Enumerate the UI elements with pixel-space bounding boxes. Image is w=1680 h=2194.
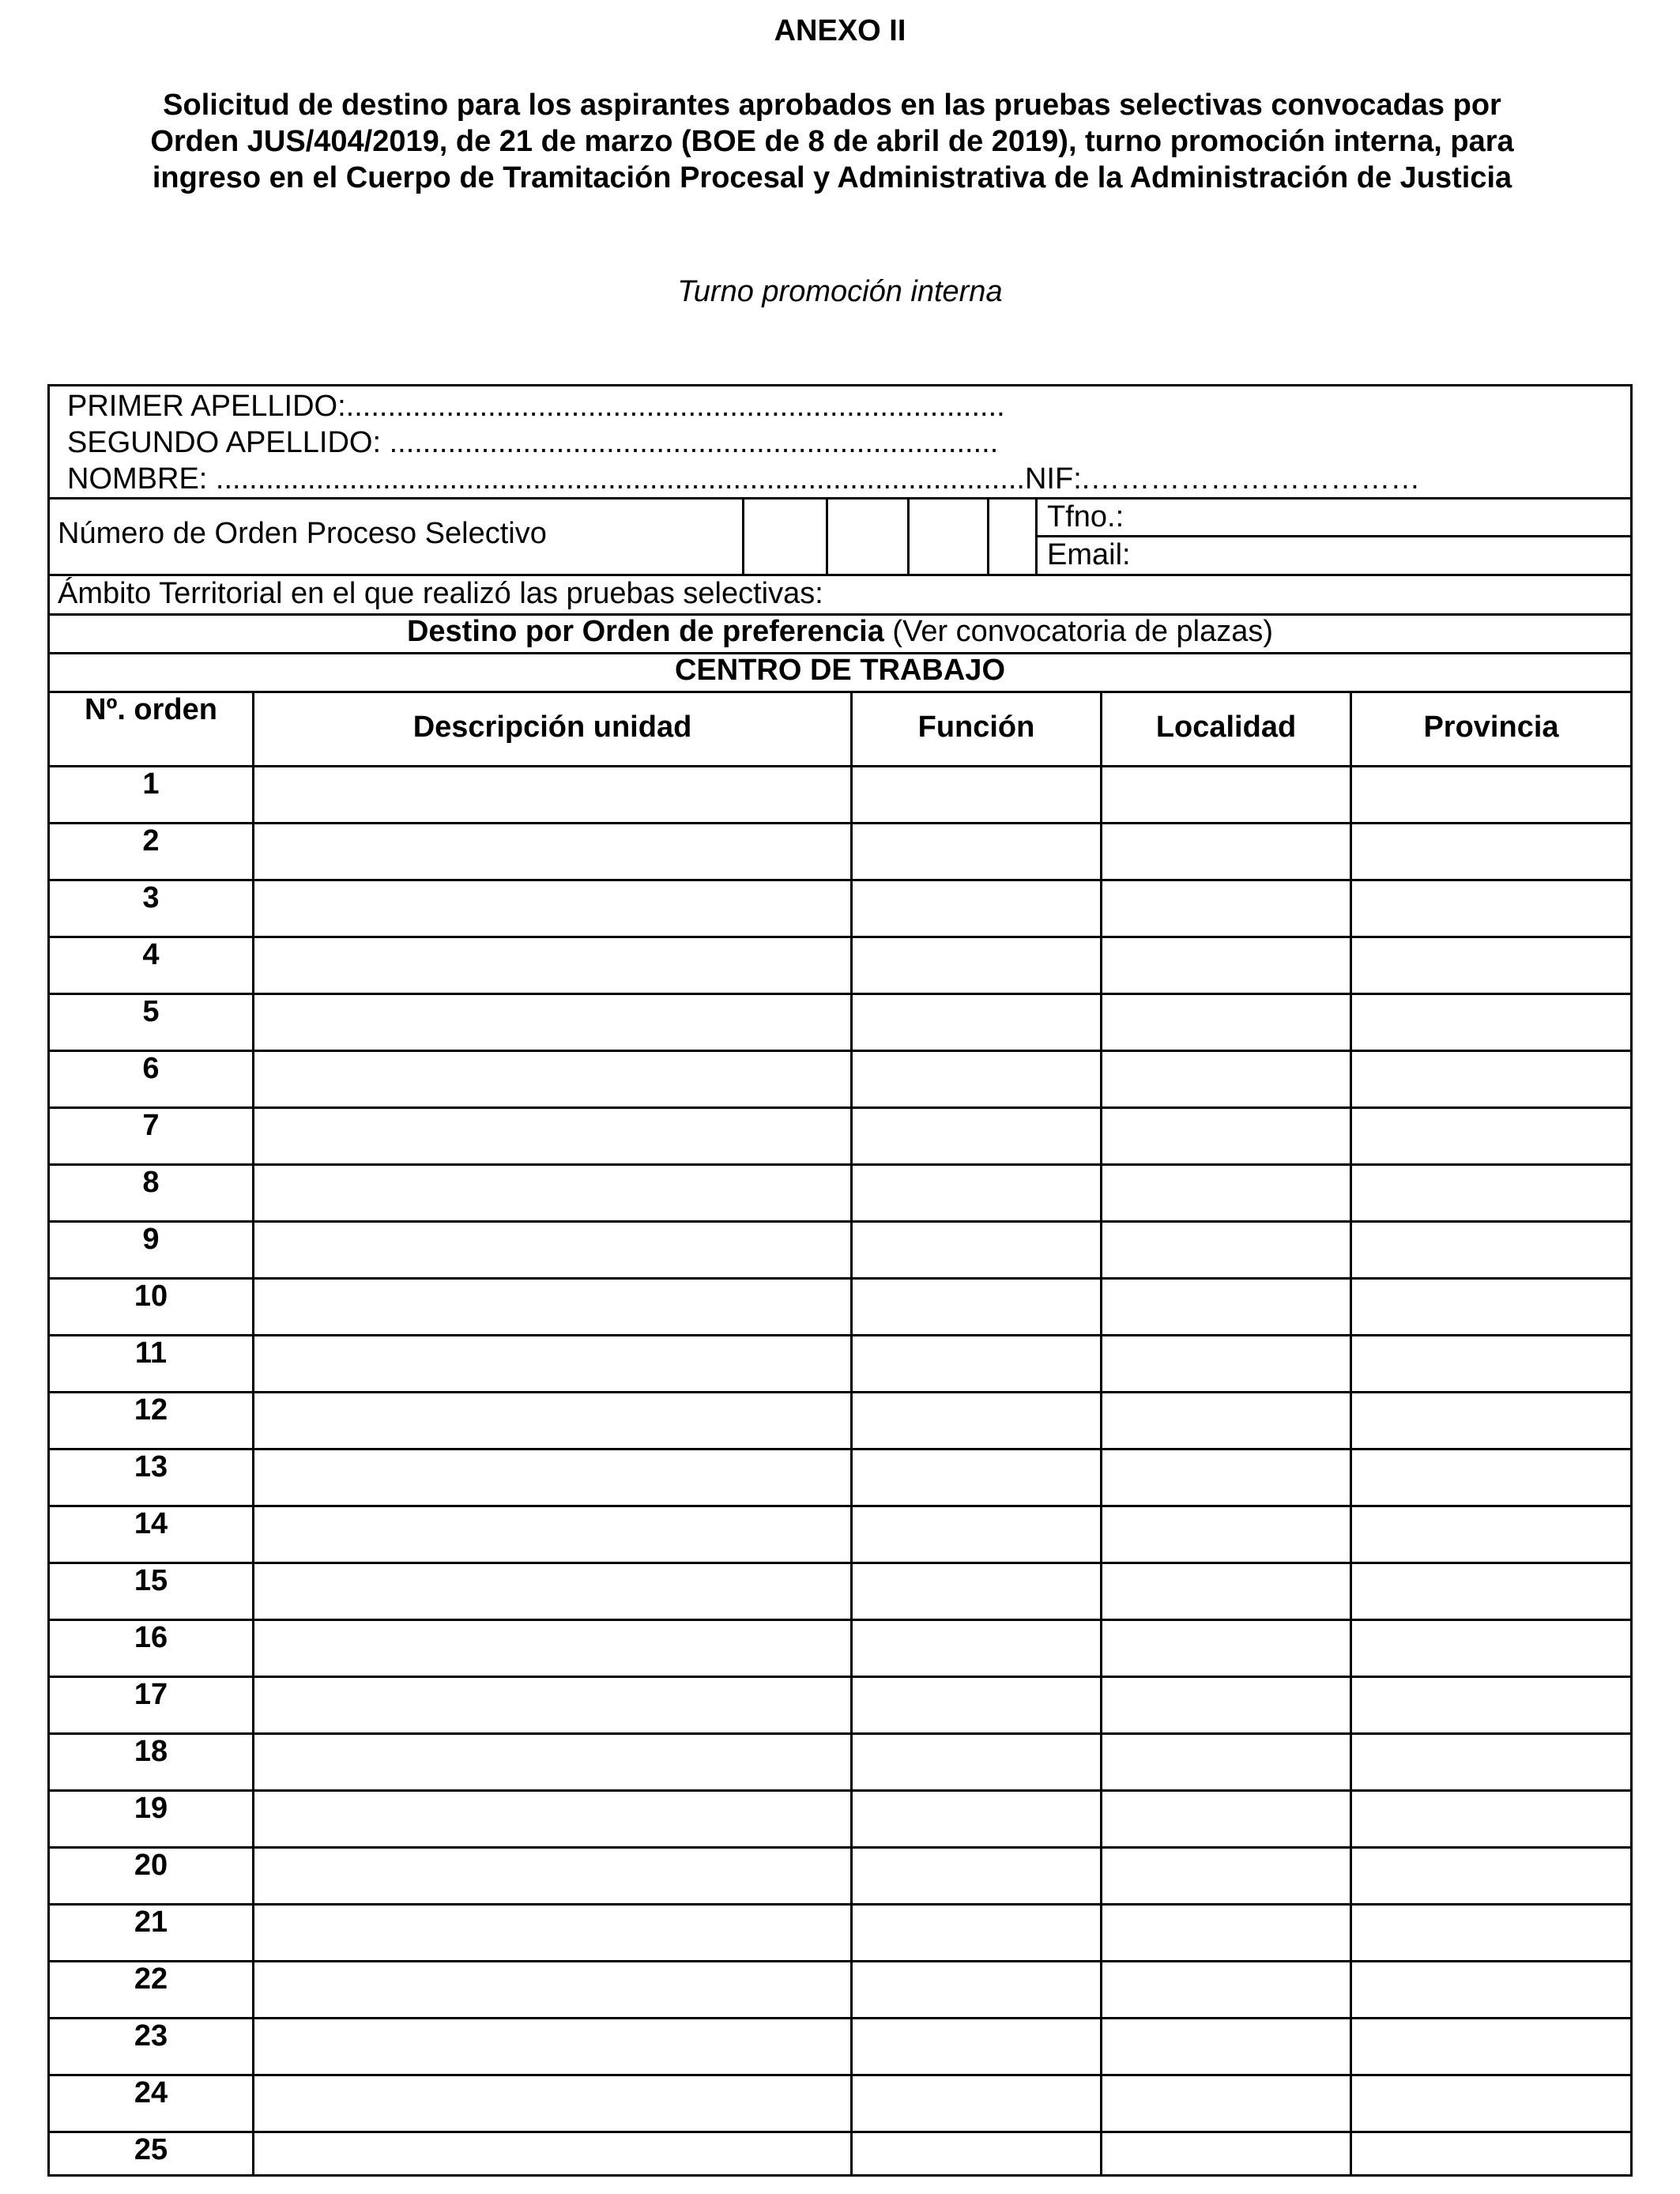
provincia-cell[interactable] xyxy=(1352,1166,1630,1220)
col-header-orden: Nº. orden xyxy=(85,693,217,726)
descripcion-cell[interactable] xyxy=(254,2019,850,2074)
provincia-cell[interactable] xyxy=(1352,1564,1630,1619)
provincia-cell[interactable] xyxy=(1352,1393,1630,1448)
application-form xyxy=(47,384,1633,2177)
table-row xyxy=(50,1678,1630,1735)
funcion-cell[interactable] xyxy=(853,1223,1100,1277)
provincia-cell[interactable] xyxy=(1352,1792,1630,1846)
table-row xyxy=(50,1223,1630,1280)
descripcion-cell[interactable] xyxy=(254,2076,850,2131)
col-header-localidad: Localidad xyxy=(1155,711,1297,744)
funcion-cell[interactable] xyxy=(853,1735,1100,1789)
provincia-cell[interactable] xyxy=(1352,2019,1630,2074)
row-number: 25 xyxy=(134,2133,168,2166)
row-number: 5 xyxy=(142,995,160,1028)
row-number: 1 xyxy=(142,767,160,801)
descripcion-cell[interactable] xyxy=(254,1109,850,1163)
descripcion-cell[interactable] xyxy=(254,1052,850,1106)
descripcion-cell[interactable] xyxy=(254,1507,850,1562)
provincia-cell[interactable] xyxy=(1352,1849,1630,1903)
table-row xyxy=(50,1507,1630,1564)
table-row xyxy=(50,2019,1630,2076)
localidad-cell[interactable] xyxy=(1102,938,1350,993)
row-number: 3 xyxy=(142,881,160,914)
descripcion-cell[interactable] xyxy=(254,1450,850,1505)
row-number: 4 xyxy=(142,938,160,971)
localidad-cell[interactable] xyxy=(1102,2133,1350,2188)
descripcion-cell[interactable] xyxy=(254,881,850,936)
nombre-nif-field[interactable]: NOMBRE: .................................................................................................NIF:.…………………………… xyxy=(67,462,1421,496)
destino-note: (Ver convocatoria de plazas) xyxy=(883,615,1274,648)
table-row xyxy=(50,1109,1630,1166)
localidad-cell[interactable] xyxy=(1102,881,1350,936)
provincia-cell[interactable] xyxy=(1352,1735,1630,1789)
descripcion-cell[interactable] xyxy=(254,1735,850,1789)
descripcion-cell[interactable] xyxy=(254,1223,850,1277)
centro-trabajo-heading: CENTRO DE TRABAJO xyxy=(674,654,1006,687)
descripcion-cell[interactable] xyxy=(254,995,850,1050)
funcion-cell[interactable] xyxy=(853,938,1100,993)
provincia-cell[interactable] xyxy=(1352,1678,1630,1732)
row-number: 14 xyxy=(134,1507,168,1540)
annex-heading: ANEXO II xyxy=(774,14,906,47)
row-number: 20 xyxy=(134,1849,168,1882)
localidad-cell[interactable] xyxy=(1102,1166,1350,1220)
table-row xyxy=(50,938,1630,995)
descripcion-cell[interactable] xyxy=(254,1849,850,1903)
row-number: 10 xyxy=(134,1280,168,1313)
descripcion-cell[interactable] xyxy=(254,767,850,822)
row-number: 23 xyxy=(134,2019,168,2053)
provincia-cell[interactable] xyxy=(1352,1336,1630,1391)
funcion-cell[interactable] xyxy=(853,824,1100,879)
table-row xyxy=(50,881,1630,938)
email-field[interactable]: Email: xyxy=(1047,538,1131,571)
localidad-cell[interactable] xyxy=(1102,1678,1350,1732)
row-number: 15 xyxy=(134,1564,168,1597)
descripcion-cell[interactable] xyxy=(254,938,850,993)
funcion-cell[interactable] xyxy=(853,1393,1100,1448)
descripcion-cell[interactable] xyxy=(254,1962,850,2017)
numero-orden-box-3[interactable] xyxy=(910,499,986,574)
descripcion-cell[interactable] xyxy=(254,2133,850,2188)
funcion-cell[interactable] xyxy=(853,1280,1100,1334)
table-row xyxy=(50,1336,1630,1393)
divider xyxy=(50,691,1630,693)
row-number: 8 xyxy=(142,1166,160,1199)
table-row xyxy=(50,1393,1630,1450)
descripcion-cell[interactable] xyxy=(254,1280,850,1334)
col-header-funcion: Función xyxy=(917,711,1035,744)
funcion-cell[interactable] xyxy=(853,995,1100,1050)
divider xyxy=(987,497,989,574)
provincia-cell[interactable] xyxy=(1352,1109,1630,1163)
destino-bold-label: Destino por Orden de preferencia xyxy=(406,615,884,648)
row-number: 2 xyxy=(142,824,160,858)
row-number: 18 xyxy=(134,1735,168,1768)
funcion-cell[interactable] xyxy=(853,2019,1100,2074)
provincia-cell[interactable] xyxy=(1352,1280,1630,1334)
table-row xyxy=(50,2133,1630,2190)
numero-orden-label: Número de Orden Proceso Selectivo xyxy=(58,517,547,550)
funcion-cell[interactable] xyxy=(853,1678,1100,1732)
segundo-apellido-field[interactable]: SEGUNDO APELLIDO: ......................................................................... xyxy=(67,426,999,459)
descripcion-cell[interactable] xyxy=(254,1906,850,1960)
provincia-cell[interactable] xyxy=(1352,938,1630,993)
localidad-cell[interactable] xyxy=(1102,1393,1350,1448)
table-row xyxy=(50,1735,1630,1792)
row-number: 11 xyxy=(134,1336,168,1370)
localidad-cell[interactable] xyxy=(1102,1280,1350,1334)
descripcion-cell[interactable] xyxy=(254,1621,850,1676)
localidad-cell[interactable] xyxy=(1102,824,1350,879)
provincia-cell[interactable] xyxy=(1352,1621,1630,1676)
provincia-cell[interactable] xyxy=(1352,1507,1630,1562)
row-number: 12 xyxy=(134,1393,168,1427)
funcion-cell[interactable] xyxy=(853,1962,1100,2017)
row-number: 22 xyxy=(134,1962,168,1996)
provincia-cell[interactable] xyxy=(1352,995,1630,1050)
table-row xyxy=(50,995,1630,1052)
col-header-descripcion: Descripción unidad xyxy=(412,711,692,744)
descripcion-cell[interactable] xyxy=(254,1678,850,1732)
localidad-cell[interactable] xyxy=(1102,2076,1350,2131)
funcion-cell[interactable] xyxy=(853,1621,1100,1676)
funcion-cell[interactable] xyxy=(853,2076,1100,2131)
provincia-cell[interactable] xyxy=(1352,1052,1630,1106)
provincia-cell[interactable] xyxy=(1352,1450,1630,1505)
row-number: 13 xyxy=(134,1450,168,1483)
funcion-cell[interactable] xyxy=(853,1450,1100,1505)
localidad-cell[interactable] xyxy=(1102,1564,1350,1619)
row-number: 16 xyxy=(134,1621,168,1654)
funcion-cell[interactable] xyxy=(853,1336,1100,1391)
document-subtitle: Turno promoción interna xyxy=(677,275,1003,308)
localidad-cell[interactable] xyxy=(1102,995,1350,1050)
localidad-cell[interactable] xyxy=(1102,1223,1350,1277)
table-row xyxy=(50,1052,1630,1109)
funcion-cell[interactable] xyxy=(853,1109,1100,1163)
table-row xyxy=(50,1564,1630,1621)
destino-heading xyxy=(50,613,1630,650)
funcion-cell[interactable] xyxy=(853,1792,1100,1846)
localidad-cell[interactable] xyxy=(1102,1621,1350,1676)
funcion-cell[interactable] xyxy=(853,1564,1100,1619)
localidad-cell[interactable] xyxy=(1102,1109,1350,1163)
funcion-cell[interactable] xyxy=(853,881,1100,936)
descripcion-cell[interactable] xyxy=(254,1166,850,1220)
localidad-cell[interactable] xyxy=(1102,1450,1350,1505)
table-row xyxy=(50,1621,1630,1678)
provincia-cell[interactable] xyxy=(1352,767,1630,822)
funcion-cell[interactable] xyxy=(853,1507,1100,1562)
localidad-cell[interactable] xyxy=(1102,1507,1350,1562)
funcion-cell[interactable] xyxy=(853,1052,1100,1106)
table-row xyxy=(50,1792,1630,1849)
descripcion-cell[interactable] xyxy=(254,1336,850,1391)
localidad-cell[interactable] xyxy=(1102,1052,1350,1106)
table-row xyxy=(50,2076,1630,2133)
localidad-cell[interactable] xyxy=(1102,1336,1350,1391)
provincia-cell[interactable] xyxy=(1352,1906,1630,1960)
descripcion-cell[interactable] xyxy=(254,1564,850,1619)
row-number: 17 xyxy=(134,1678,168,1711)
funcion-cell[interactable] xyxy=(853,1166,1100,1220)
provincia-cell[interactable] xyxy=(1352,2076,1630,2131)
localidad-cell[interactable] xyxy=(1102,1792,1350,1846)
table-row xyxy=(50,1906,1630,1962)
numero-orden-box-1[interactable] xyxy=(744,499,825,574)
provincia-cell[interactable] xyxy=(1352,2133,1630,2188)
descripcion-cell[interactable] xyxy=(254,1792,850,1846)
row-number: 6 xyxy=(142,1052,160,1085)
row-number: 7 xyxy=(142,1109,160,1142)
funcion-cell[interactable] xyxy=(853,1849,1100,1903)
ambito-territorial-field[interactable]: Ámbito Territorial en el que realizó las pruebas selectivas: xyxy=(58,577,823,610)
table-row xyxy=(50,1280,1630,1336)
table-row xyxy=(50,1849,1630,1906)
localidad-cell[interactable] xyxy=(1102,1849,1350,1903)
table-row xyxy=(50,824,1630,881)
localidad-cell[interactable] xyxy=(1102,2019,1350,2074)
table-row xyxy=(50,1450,1630,1507)
table-row xyxy=(50,1962,1630,2019)
provincia-cell[interactable] xyxy=(1352,1962,1630,2017)
table-row xyxy=(50,767,1630,824)
numero-orden-box-2[interactable] xyxy=(828,499,906,574)
row-number: 21 xyxy=(134,1906,168,1939)
primer-apellido-field[interactable]: PRIMER APELLIDO:............................................................................... xyxy=(67,390,1005,423)
row-number: 24 xyxy=(134,2076,168,2109)
provincia-cell[interactable] xyxy=(1352,824,1630,879)
descripcion-cell[interactable] xyxy=(254,1393,850,1448)
document-title: Solicitud de destino para los aspirantes aprobados en las pruebas selectivas convocadas por Orden JUS/404/2019, de 21 de marzo (BOE de 8 de abril de 2019), turno promoción interna, para ingreso en el Cuerpo de Tramitación Procesal y Administrativa de la Administración de Justicia xyxy=(150,89,1514,194)
provincia-cell[interactable] xyxy=(1352,1223,1630,1277)
localidad-cell[interactable] xyxy=(1102,1735,1350,1789)
localidad-cell[interactable] xyxy=(1102,767,1350,822)
row-number: 9 xyxy=(142,1223,160,1256)
table-row xyxy=(50,1166,1630,1223)
tfno-field[interactable]: Tfno.: xyxy=(1047,500,1124,533)
funcion-cell[interactable] xyxy=(853,2133,1100,2188)
provincia-cell[interactable] xyxy=(1352,881,1630,936)
localidad-cell[interactable] xyxy=(1102,1906,1350,1960)
col-header-provincia: Provincia xyxy=(1423,711,1559,744)
row-number: 19 xyxy=(134,1792,168,1825)
funcion-cell[interactable] xyxy=(853,1906,1100,1960)
descripcion-cell[interactable] xyxy=(254,824,850,879)
funcion-cell[interactable] xyxy=(853,767,1100,822)
localidad-cell[interactable] xyxy=(1102,1962,1350,2017)
